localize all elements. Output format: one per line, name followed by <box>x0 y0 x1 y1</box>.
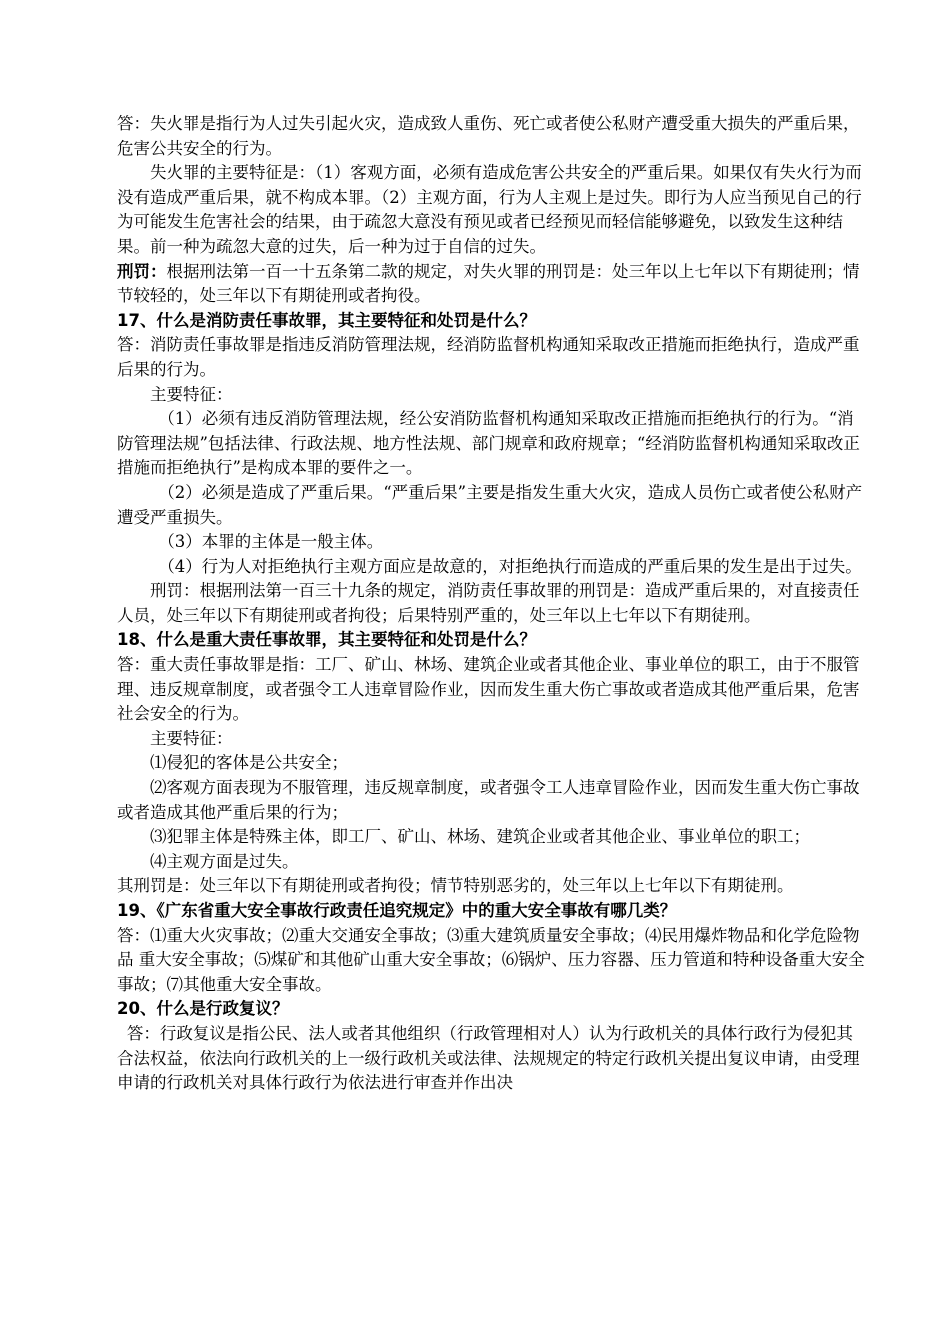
body-paragraph: 其刑罚是：处三年以下有期徒刑或者拘役；情节特别恶劣的，处三年以上七年以下有期徒刑。 <box>117 876 794 896</box>
body-paragraph: 答：重大责任事故罪是指：工厂、矿山、林场、建筑企业或者其他企业、事业单位的职工，由于不服管理、违反规章制度，或者强令工人违章冒险作业，因而发生重大伤亡事故或者造成其他严重后果，危害社会安全的行为。 <box>117 655 860 724</box>
question-heading: 19、《广东省重大安全事故行政责任追究规定》中的重大安全事故有哪几类？ <box>117 901 677 920</box>
body-paragraph: ⑷主观方面是过失。 <box>150 851 299 871</box>
penalty-label: 刑罚： <box>117 261 167 281</box>
question-heading: 20、什么是行政复议？ <box>117 999 289 1019</box>
body-paragraph: 失火罪的主要特征是：（1）客观方面，必须有造成危害公共安全的严重后果。如果仅有失火行为而没有造成严重后果，就不构成本罪。（2）主观方面，行为人主观上是过失。即行为人应当预见自己的行为可能发生危害社会的结果，由于疏忽大意没有预见或者已经预见而轻信能够避免，以致发生这种结果。前一种为疏忽大意的过失，后一种为过于自信的过失。 <box>117 163 862 256</box>
body-paragraph: ⑶犯罪主体是特殊主体，即工厂、矿山、林场、建筑企业或者其他企业、事业单位的职工； <box>150 827 810 847</box>
question-heading: 17、什么是消防责任事故罪，其主要特征和处罚是什么？ <box>117 310 536 330</box>
penalty-paragraph <box>117 260 865 309</box>
body-paragraph: 答：行政复议是指公民、法人或者其他组织（行政管理相对人）认为行政机关的具体行政行为侵犯其合法权益，依法向行政机关的上一级行政机关或法律、法规规定的特定行政机关提出复议申请，由受理申请的行政机关对具体行政行为依法进行审查并作出决 <box>117 1023 860 1093</box>
body-paragraph: （3）本罪的主体是一般主体。 <box>158 532 384 552</box>
question-heading: 18、什么是重大责任事故罪，其主要特征和处罚是什么？ <box>117 630 536 650</box>
body-paragraph: （1）必须有违反消防管理法规，经公安消防监督机构通知采取改正措施而拒绝执行的行为。“消防管理法规”包括法律、行政法规、地方性法规、部门规章和政府规章；“经消防监督机构通知采取改正措施而拒绝执行”是构成本罪的要件之一。 <box>117 409 860 478</box>
body-paragraph: 答：消防责任事故罪是指违反消防管理法规，经消防监督机构通知采取改正措施而拒绝执行，造成严重后果的行为。 <box>117 335 860 379</box>
body-paragraph: （4）行为人对拒绝执行主观方面应是故意的，对拒绝执行而造成的严重后果的发生是出于过失。 <box>158 556 862 576</box>
body-paragraph: （2）必须是造成了严重后果。“严重后果”主要是指发生重大火灾，造成人员伤亡或者使公私财产遭受严重损失。 <box>117 482 863 527</box>
document-page <box>117 112 865 1096</box>
body-paragraph: 主要特征： <box>150 728 233 748</box>
penalty-text: 根据刑法第一百一十五条第二款的规定，对失火罪的刑罚是：处三年以上七年以下有期徒刑；情节较轻的，处三年以下有期徒刑或者拘役。 <box>117 261 860 306</box>
body-paragraph: ⑴侵犯的客体是公共安全； <box>150 753 348 773</box>
body-paragraph: 答：⑴重大火灾事故；⑵重大交通安全事故；⑶重大建筑质量安全事故；⑷民用爆炸物品和化学危险物品 重大安全事故；⑸煤矿和其他矿山重大安全事故；⑹锅炉、压力容器、压力管道和特种设备重大安全事故；⑺其他重大安全事故。 <box>117 925 865 994</box>
body-paragraph: 刑罚：根据刑法第一百三十九条的规定，消防责任事故罪的刑罚是：造成严重后果的，对直接责任人员，处三年以下有期徒刑或者拘役；后果特别严重的，处三年以上七年以下有期徒刑。 <box>117 581 860 625</box>
body-paragraph: 主要特征： <box>150 384 233 404</box>
body-paragraph: 答：失火罪是指行为人过失引起火灾，造成致人重伤、死亡或者使公私财产遭受重大损失的严重后果，危害公共安全的行为。 <box>117 114 860 158</box>
body-paragraph: ⑵客观方面表现为不服管理，违反规章制度，或者强令工人违章冒险作业，因而发生重大伤亡事故或者造成其他严重后果的行为； <box>117 778 860 822</box>
